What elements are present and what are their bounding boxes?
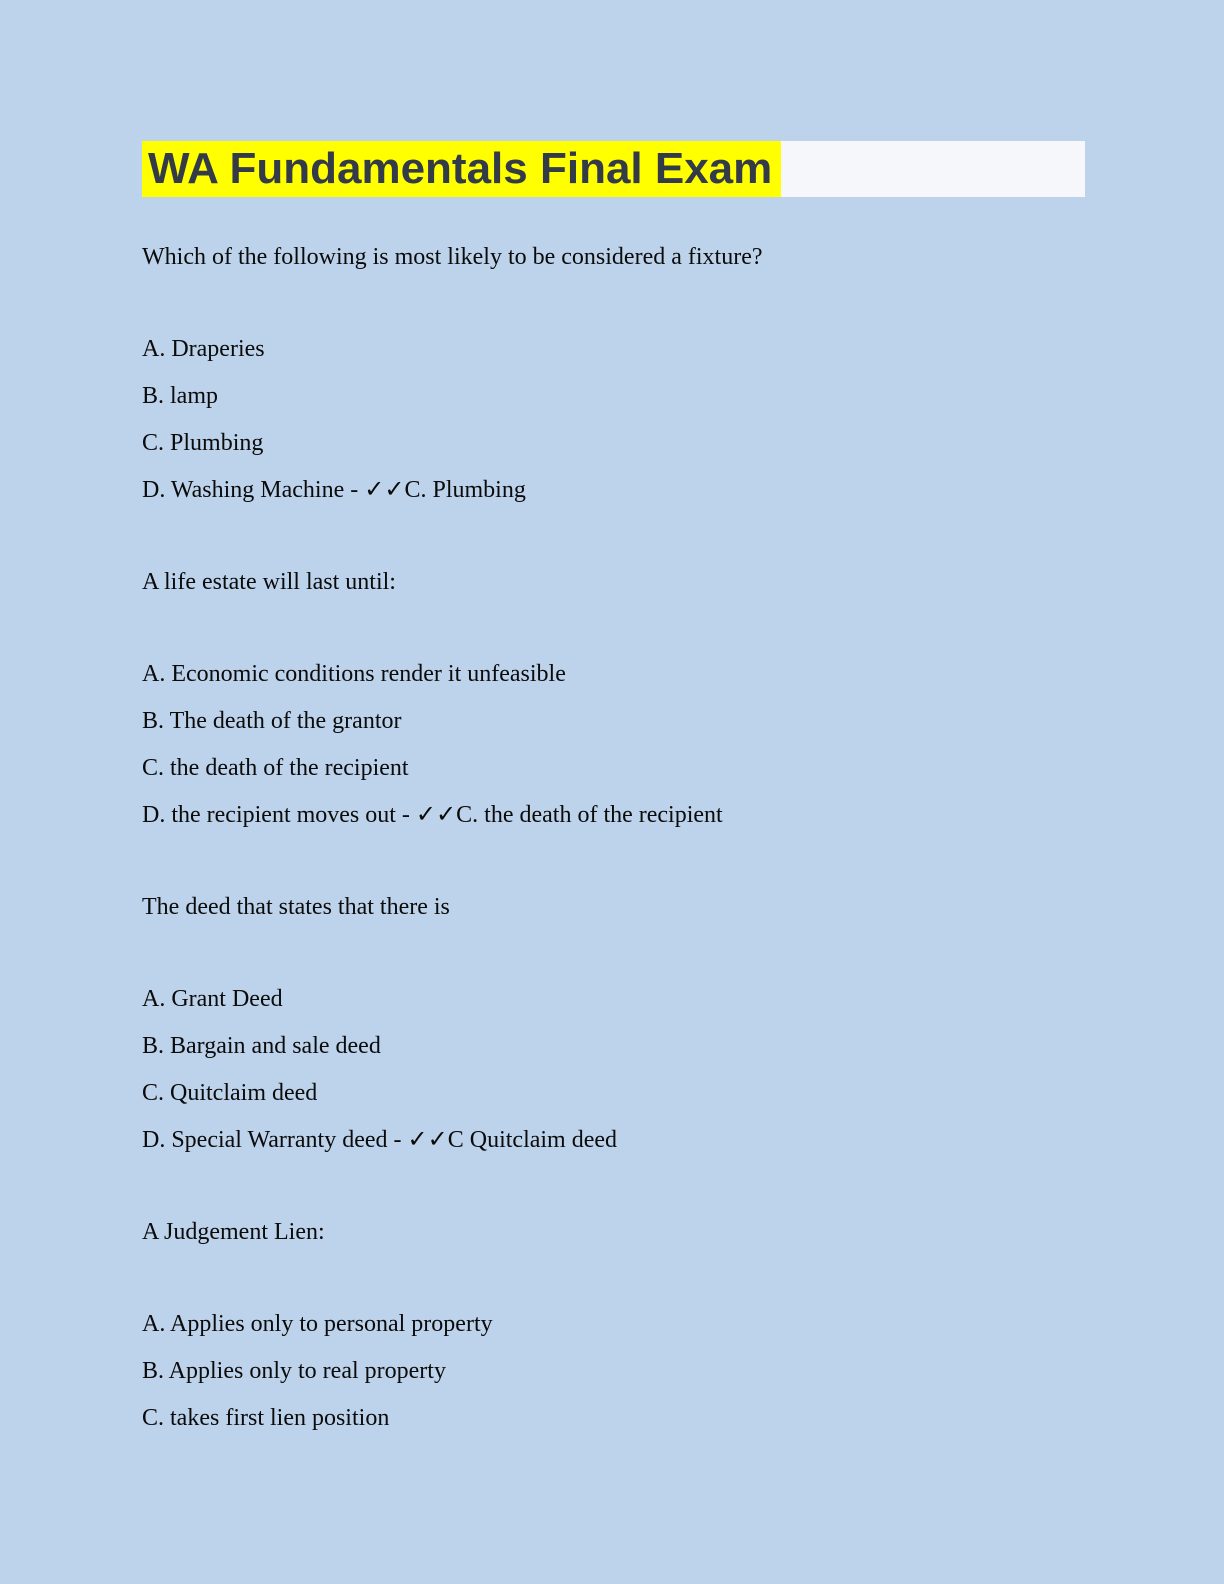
answer-option: D. Washing Machine - ✓✓C. Plumbing [142,477,526,503]
question-prompt: The deed that states that there is [142,894,450,920]
answer-option: A. Applies only to personal property [142,1311,493,1337]
answer-option: C. the death of the recipient [142,755,409,781]
question-prompt: Which of the following is most likely to be considered a fixture? [142,244,763,270]
question-block-2 [142,567,1084,830]
answer-option: C. Quitclaim deed [142,1080,318,1106]
answer-option: B. lamp [142,383,218,409]
question-block-3 [142,892,1084,1155]
answer-option: A. Economic conditions render it unfeasible [142,661,566,687]
question-block-1 [142,242,1084,505]
question-block-4 [142,1217,1084,1433]
answer-option: A. Draperies [142,336,265,362]
title-bar [142,141,1085,197]
question-prompt: A life estate will last until: [142,569,396,595]
answer-option: B. Applies only to real property [142,1358,446,1384]
answer-option: A. Grant Deed [142,986,283,1012]
question-prompt: A Judgement Lien: [142,1219,325,1245]
answer-option: B. The death of the grantor [142,708,402,734]
page-title: WA Fundamentals Final Exam [142,141,781,197]
answer-option: B. Bargain and sale deed [142,1033,381,1059]
title-highlight-tail [781,141,1085,197]
answer-option: C. Plumbing [142,430,264,456]
answer-option: D. the recipient moves out - ✓✓C. the death of the recipient [142,802,723,828]
answer-option: D. Special Warranty deed - ✓✓C Quitclaim deed [142,1127,618,1153]
answer-option: C. takes first lien position [142,1405,390,1431]
